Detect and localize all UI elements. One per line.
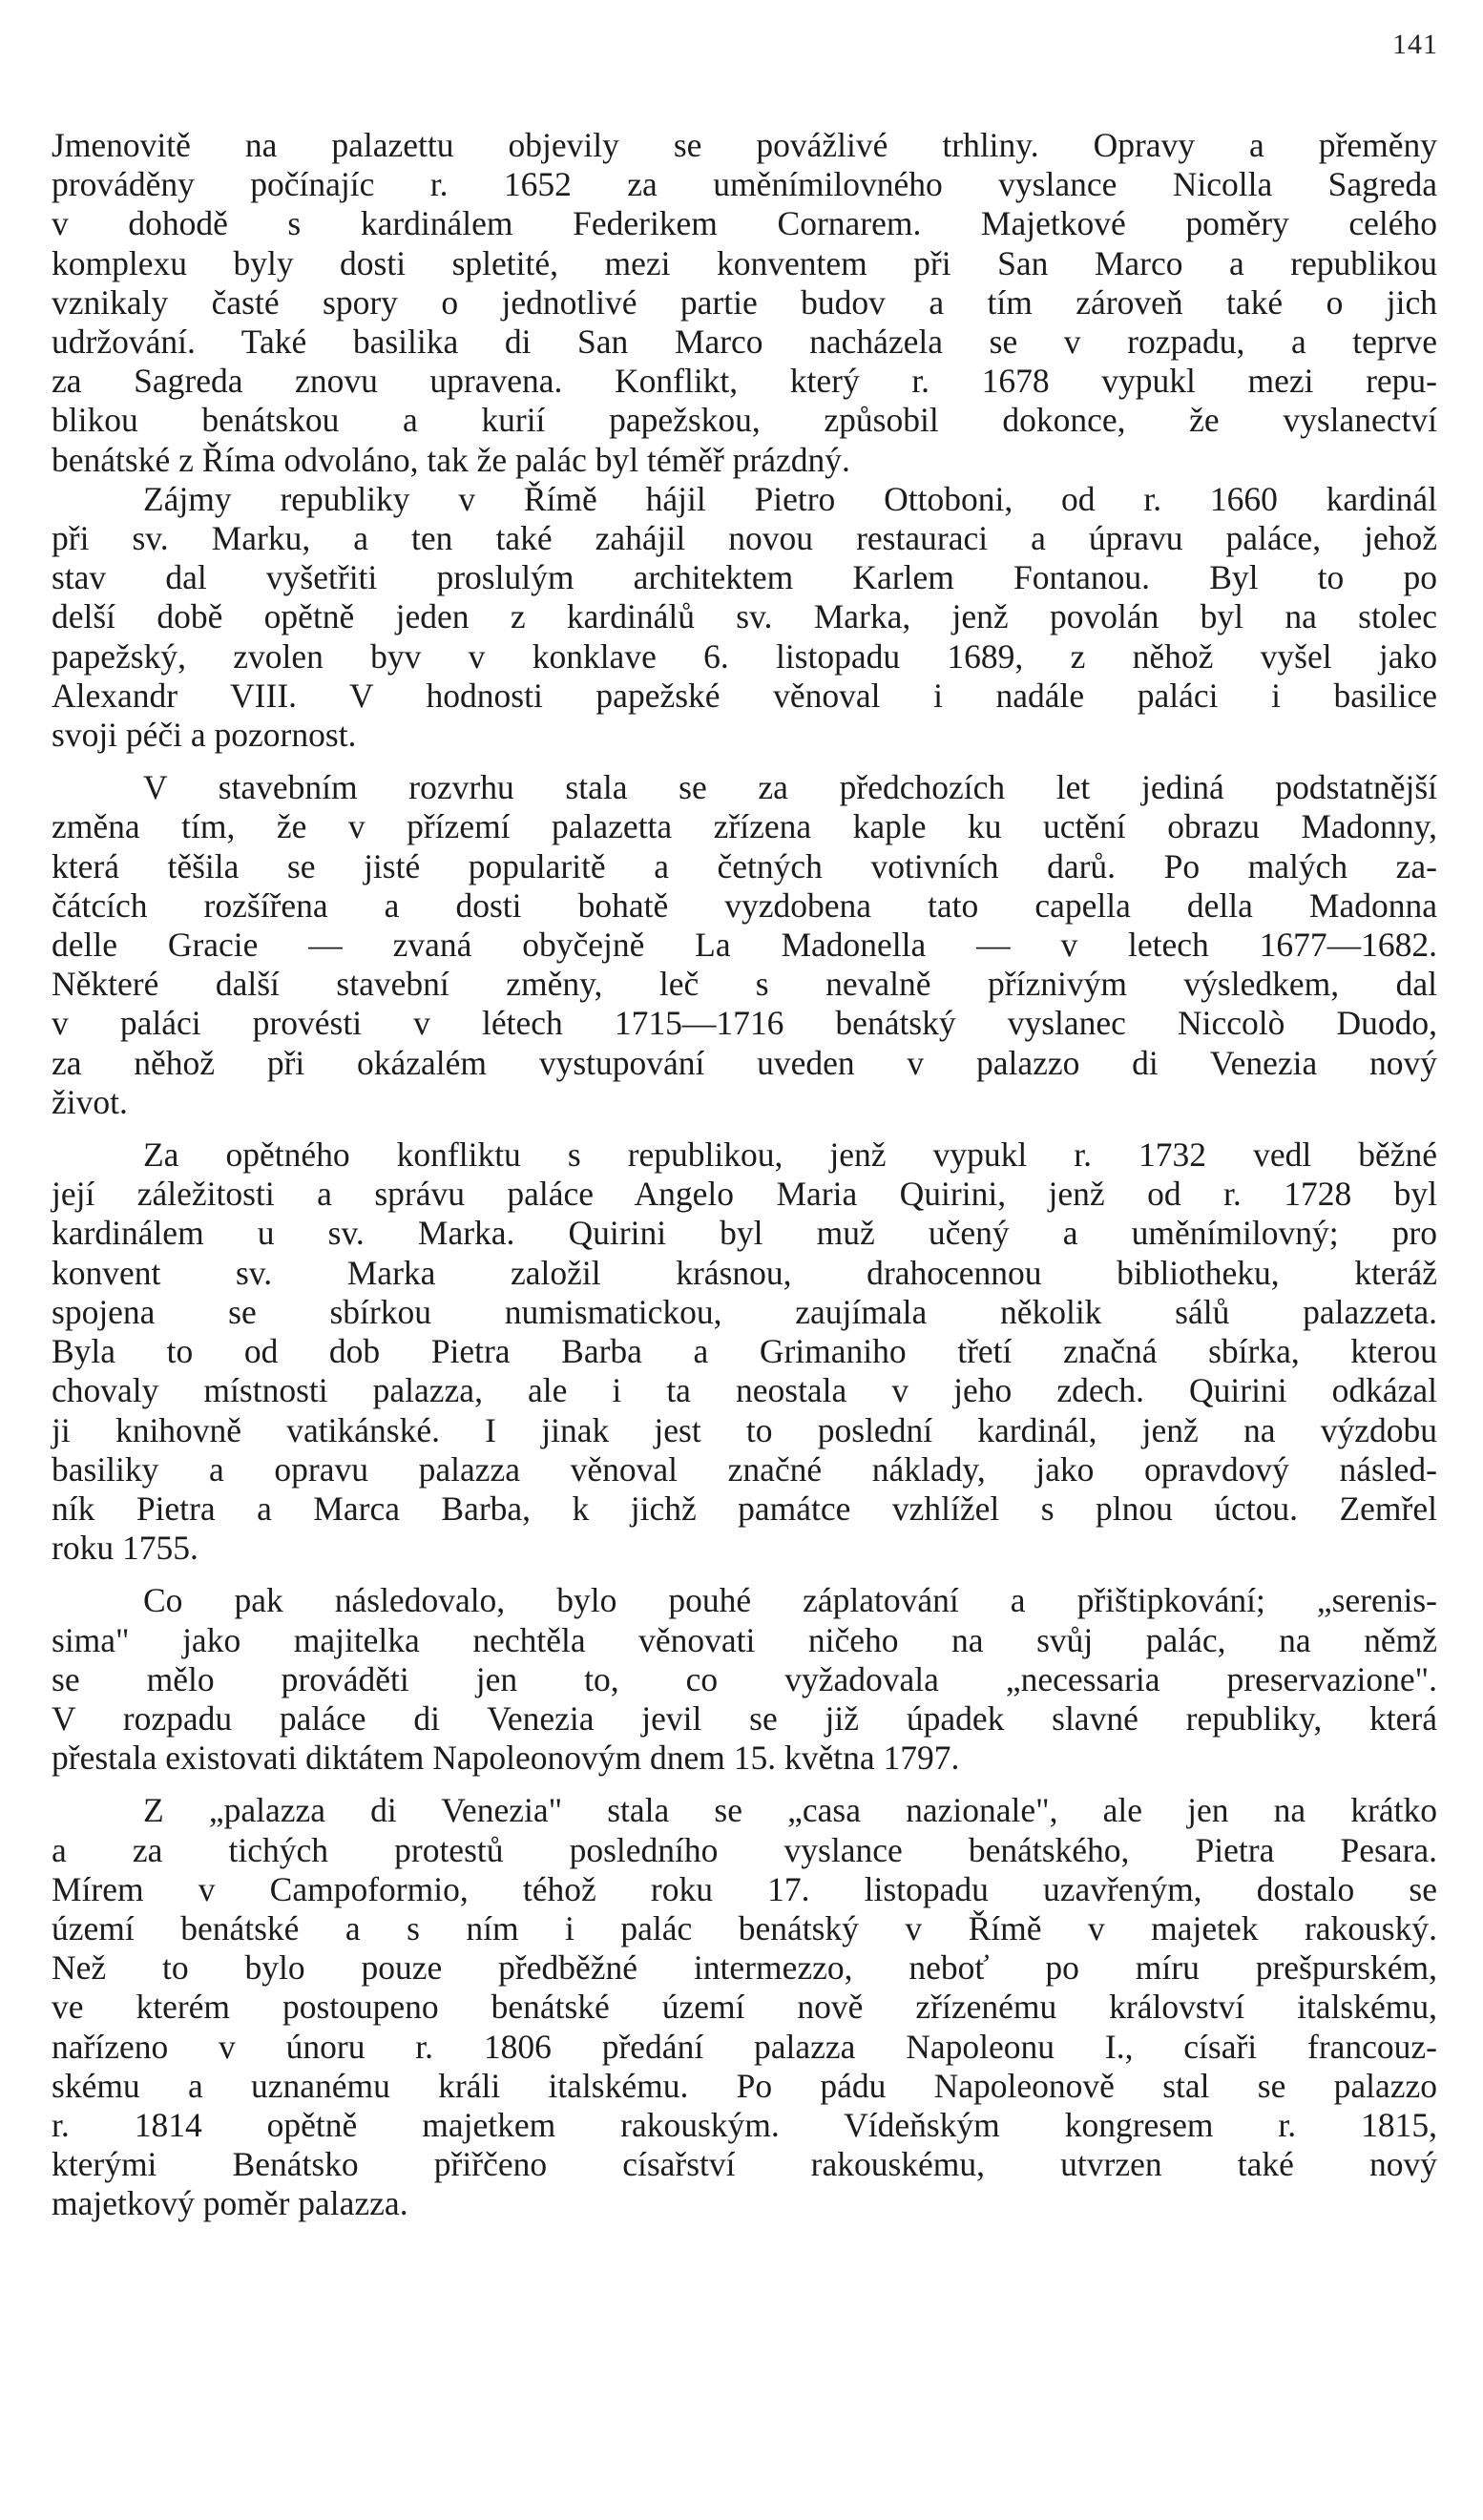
text-line: území benátské a s ním i palác benátský v Římě v majetek rakouský. bbox=[52, 1908, 1437, 1947]
text-line: v paláci provésti v létech 1715—1716 benátský vyslanec Niccolò Duodo, bbox=[52, 1004, 1437, 1043]
text-line: Co pak následovalo, bylo pouhé záplatování a přištipkování; „serenis- bbox=[143, 1581, 1437, 1620]
page-number: 141 bbox=[1392, 29, 1438, 60]
text-line: spojena se sbírkou numismatickou, zaujímala několik sálů palazzeta. bbox=[52, 1292, 1437, 1331]
text-line: prováděny počínajíc r. 1652 za uměnímilovného vyslance Nicolla Sagreda bbox=[52, 165, 1437, 204]
text-line: Z „palazza di Venezia" stala se „casa nazionale", ale jen na krátko bbox=[143, 1791, 1437, 1830]
paragraph bbox=[52, 126, 1437, 480]
text-line: delší době opětně jeden z kardinálů sv. Marka, jenž povolán byl na stolec bbox=[52, 597, 1437, 636]
text-line: život. bbox=[52, 1082, 128, 1121]
text-line: se mělo prováděti jen to, co vyžadovala „necessaria preservazione". bbox=[52, 1659, 1437, 1698]
text-line: její záležitosti a správu paláce Angelo Maria Quirini, jenž od r. 1728 byl bbox=[52, 1175, 1437, 1214]
text-line: chovaly místnosti palazza, ale i ta neostala v jeho zdech. Quirini odkázal bbox=[52, 1371, 1437, 1410]
text-line: stav dal vyšetřiti proslulým architektem Karlem Fontanou. Byl to po bbox=[52, 558, 1437, 597]
text-line: papežský, zvolen byv v konklave 6. listopadu 1689, z něhož vyšel jako bbox=[52, 636, 1437, 676]
text-line: skému a uznanému králi italskému. Po pádu Napoleonově stal se palazzo bbox=[52, 2066, 1437, 2105]
text-line: Alexandr VIII. V hodnosti papežské věnoval i nadále paláci i basilice bbox=[52, 676, 1437, 715]
text-line: za něhož při okázalém vystupování uveden v palazzo di Venezia nový bbox=[52, 1043, 1437, 1082]
text-line: přestala existovati diktátem Napoleonovým dnem 15. května 1797. bbox=[52, 1739, 960, 1778]
text-line: V rozpadu paláce di Venezia jevil se již úpadek slavné republiky, která bbox=[52, 1698, 1437, 1738]
text-line: Některé další stavební změny, leč s nevalně příznivým výsledkem, dal bbox=[52, 965, 1437, 1004]
paragraph-gap bbox=[52, 1122, 1437, 1135]
text-line: ve kterém postoupeno benátské území nově zřízenému království italskému, bbox=[52, 1988, 1437, 2027]
text-line: změna tím, že v přízemí palazetta zřízena kaple ku uctění obrazu Madonny, bbox=[52, 807, 1437, 846]
text-line: a za tichých protestů posledního vyslance benátského, Pietra Pesara. bbox=[52, 1830, 1437, 1869]
text-line: vznikaly časté spory o jednotlivé partie budov a tím zároveň také o jich bbox=[52, 282, 1437, 322]
text-line: komplexu byly dosti spletité, mezi konventem při San Marco a republikou bbox=[52, 243, 1437, 282]
text-line: Za opětného konfliktu s republikou, jenž vypukl r. 1732 vedl běžné bbox=[143, 1135, 1437, 1175]
text-line: Než to bylo pouze předběžné intermezzo, neboť po míru prešpurském, bbox=[52, 1948, 1437, 1988]
text-line: Byla to od dob Pietra Barba a Grimaniho třetí značná sbírka, kterou bbox=[52, 1332, 1437, 1371]
text-line: Jmenovitě na palazettu objevily se povážlivé trhliny. Opravy a přeměny bbox=[52, 126, 1437, 164]
text-line: svoji péči a pozornost. bbox=[52, 716, 357, 755]
text-line: sima" jako majitelka nechtěla věnovati ničeho na svůj palác, na němž bbox=[52, 1620, 1437, 1659]
text-line: ji knihovně vatikánské. I jinak jest to poslední kardinál, jenž na výzdobu bbox=[52, 1410, 1437, 1449]
text-line: delle Gracie — zvaná obyčejně La Madonella — v letech 1677—1682. bbox=[52, 926, 1437, 965]
text-line: konvent sv. Marka založil krásnou, drahocennou bibliotheku, kteráž bbox=[52, 1253, 1437, 1292]
text-line: nařízeno v únoru r. 1806 předání palazza Napoleonu I., císaři francouz- bbox=[52, 2027, 1437, 2066]
text-line: r. 1814 opětně majetkem rakouským. Vídeňským kongresem r. 1815, bbox=[52, 2105, 1437, 2144]
paragraph bbox=[52, 1135, 1437, 1568]
text-line: udržování. Také basilika di San Marco nacházela se v rozpadu, a teprve bbox=[52, 323, 1437, 362]
paragraph bbox=[52, 768, 1437, 1122]
paragraph bbox=[52, 1791, 1437, 2223]
text-line: v dohodě s kardinálem Federikem Cornarem. Majetkové poměry celého bbox=[52, 204, 1437, 243]
text-line: Zájmy republiky v Římě hájil Pietro Ottoboni, od r. 1660 kardinál bbox=[143, 479, 1437, 518]
text-line: která těšila se jisté popularitě a četných votivních darů. Po malých za- bbox=[52, 846, 1437, 885]
paragraph-gap bbox=[52, 755, 1437, 768]
text-line: V stavebním rozvrhu stala se za předchozích let jediná podstatnější bbox=[143, 768, 1437, 807]
paragraph bbox=[52, 480, 1437, 755]
text-line: roku 1755. bbox=[52, 1529, 198, 1568]
text-line: benátské z Říma odvoláno, tak že palác byl téměř prázdný. bbox=[52, 440, 850, 479]
text-body bbox=[52, 126, 1437, 2224]
text-line: kardinálem u sv. Marka. Quirini byl muž učený a uměnímilovný; pro bbox=[52, 1214, 1437, 1253]
paragraph-gap bbox=[52, 1568, 1437, 1581]
text-line: za Sagreda znovu upravena. Konflikt, který r. 1678 vypukl mezi repu- bbox=[52, 362, 1437, 401]
paragraph bbox=[52, 1581, 1437, 1778]
text-line: při sv. Marku, a ten také zahájil novou restauraci a úpravu paláce, jehož bbox=[52, 519, 1437, 558]
text-line: ník Pietra a Marca Barba, k jichž památce vzhlížel s plnou úctou. Zemřel bbox=[52, 1489, 1437, 1528]
paragraph-gap bbox=[52, 1778, 1437, 1791]
text-line: čátcích rozšířena a dosti bohatě vyzdobena tato capella della Madonna bbox=[52, 885, 1437, 925]
text-line: majetkový poměr palazza. bbox=[52, 2184, 408, 2223]
text-line: blikou benátskou a kurií papežskou, způsobil dokonce, že vyslanectví bbox=[52, 401, 1437, 440]
text-line: kterými Benátsko přiřčeno císařství rakouskému, utvrzen také nový bbox=[52, 2145, 1437, 2184]
text-line: basiliky a opravu palazza věnoval značné náklady, jako opravdový násled- bbox=[52, 1449, 1437, 1489]
text-line: Mírem v Campoformio, téhož roku 17. listopadu uzavřeným, dostalo se bbox=[52, 1869, 1437, 1908]
